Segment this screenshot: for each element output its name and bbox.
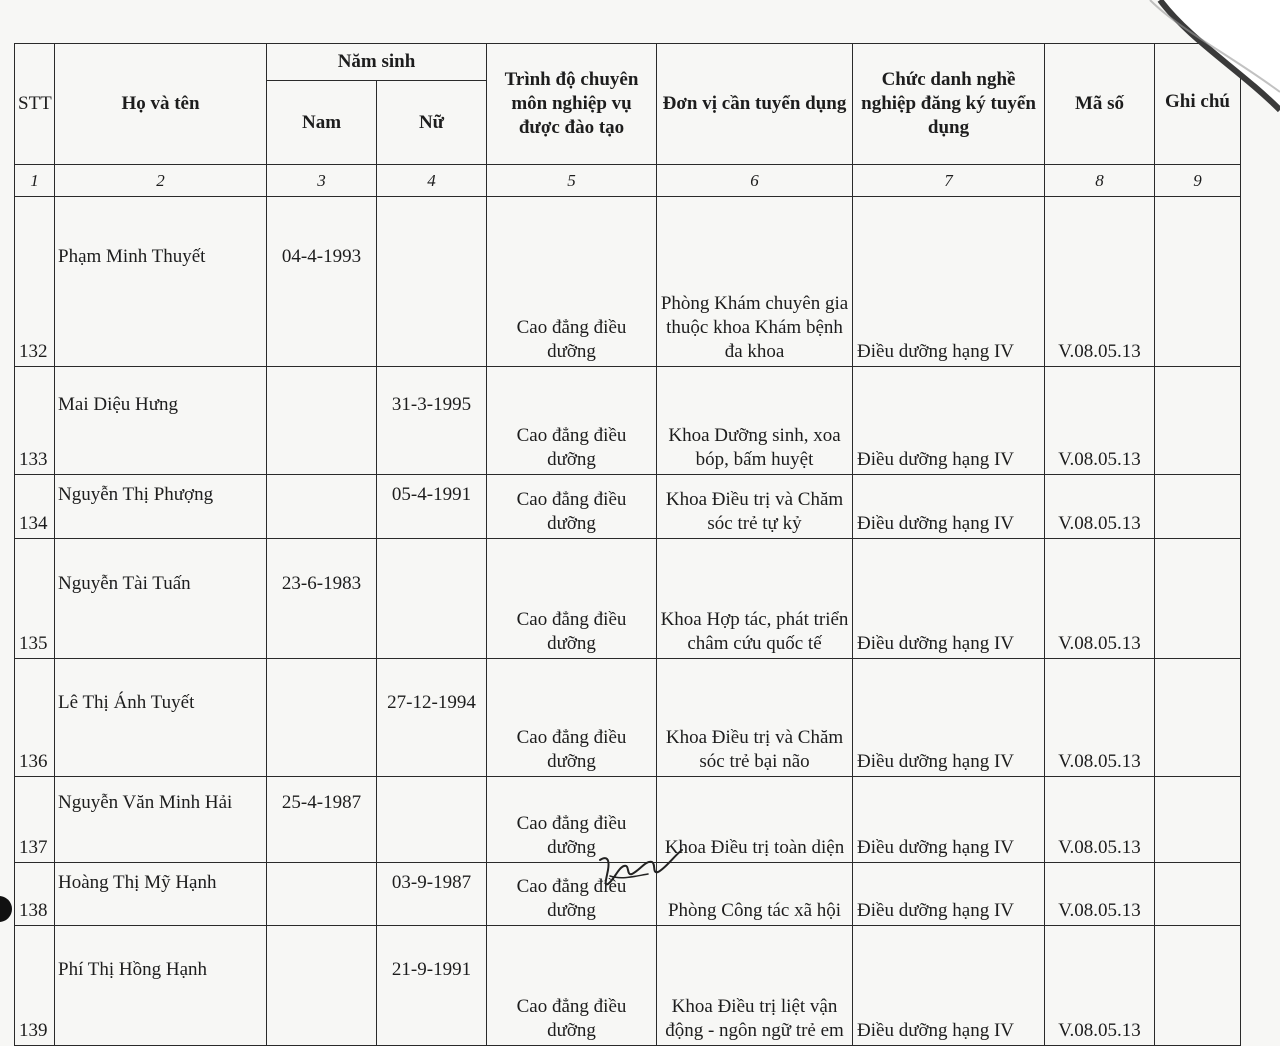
column-number: 3 <box>267 165 377 197</box>
row-education: Cao đẳng điều dưỡng <box>487 777 657 863</box>
row-birth-male <box>267 367 377 475</box>
header-stt: STT <box>15 44 55 165</box>
row-job-title: Điều dưỡng hạng IV <box>853 539 1045 659</box>
column-number: 5 <box>487 165 657 197</box>
table-row <box>15 539 1241 659</box>
row-birth-female: 31-3-1995 <box>377 367 487 475</box>
column-number: 2 <box>55 165 267 197</box>
header-birth-year: Năm sinh <box>267 44 487 81</box>
row-note <box>1155 475 1241 539</box>
table-row <box>15 197 1241 367</box>
row-stt: 137 <box>15 777 55 863</box>
row-education: Cao đẳng điều dưỡng <box>487 197 657 367</box>
row-birth-male <box>267 475 377 539</box>
header-name: Họ và tên <box>55 44 267 165</box>
row-education: Cao đẳng điều dưỡng <box>487 539 657 659</box>
row-code: V.08.05.13 <box>1045 926 1155 1046</box>
row-note <box>1155 197 1241 367</box>
row-unit: Khoa Điều trị và Chăm sóc trẻ tự kỷ <box>657 475 853 539</box>
row-name: Lê Thị Ánh Tuyết <box>55 659 267 777</box>
header-note: Ghi chú <box>1155 44 1241 165</box>
row-name: Phí Thị Hồng Hạnh <box>55 926 267 1046</box>
row-birth-male: 04-4-1993 <box>267 197 377 367</box>
header-job-title: Chức danh nghề nghiệp đăng ký tuyển dụng <box>853 44 1045 165</box>
row-birth-female: 05-4-1991 <box>377 475 487 539</box>
header-education: Trình độ chuyên môn nghiệp vụ được đào tạo <box>487 44 657 165</box>
row-stt: 133 <box>15 367 55 475</box>
row-code: V.08.05.13 <box>1045 475 1155 539</box>
scan-shadow-corner <box>0 896 12 922</box>
row-note <box>1155 863 1241 926</box>
row-unit: Phòng Khám chuyên gia thuộc khoa Khám bệnh đa khoa <box>657 197 853 367</box>
row-birth-female <box>377 777 487 863</box>
row-job-title: Điều dưỡng hạng IV <box>853 367 1045 475</box>
row-unit: Khoa Điều trị và Chăm sóc trẻ bại não <box>657 659 853 777</box>
header-female: Nữ <box>377 81 487 165</box>
column-number: 7 <box>853 165 1045 197</box>
row-birth-female <box>377 539 487 659</box>
row-note <box>1155 777 1241 863</box>
row-birth-male <box>267 926 377 1046</box>
row-birth-female: 27-12-1994 <box>377 659 487 777</box>
row-job-title: Điều dưỡng hạng IV <box>853 777 1045 863</box>
row-job-title: Điều dưỡng hạng IV <box>853 863 1045 926</box>
row-name: Nguyễn Văn Minh Hải <box>55 777 267 863</box>
row-stt: 138 <box>15 863 55 926</box>
row-birth-male: 25-4-1987 <box>267 777 377 863</box>
row-birth-female: 03-9-1987 <box>377 863 487 926</box>
row-job-title: Điều dưỡng hạng IV <box>853 659 1045 777</box>
header-code: Mã số <box>1045 44 1155 165</box>
row-unit: Khoa Hợp tác, phát triển châm cứu quốc tế <box>657 539 853 659</box>
row-name: Nguyễn Thị Phượng <box>55 475 267 539</box>
column-number-row <box>15 165 1241 197</box>
row-name: Nguyễn Tài Tuấn <box>55 539 267 659</box>
row-education: Cao đẳng điều dưỡng <box>487 475 657 539</box>
row-education: Cao đẳng điều dưỡng <box>487 659 657 777</box>
row-unit: Phòng Công tác xã hội <box>657 863 853 926</box>
row-stt: 135 <box>15 539 55 659</box>
row-note <box>1155 659 1241 777</box>
column-number: 8 <box>1045 165 1155 197</box>
row-birth-female <box>377 197 487 367</box>
initials-signature <box>596 846 686 892</box>
header-unit: Đơn vị cần tuyển dụng <box>657 44 853 165</box>
table-row <box>15 475 1241 539</box>
row-unit: Khoa Dưỡng sinh, xoa bóp, bấm huyệt <box>657 367 853 475</box>
row-stt: 132 <box>15 197 55 367</box>
row-code: V.08.05.13 <box>1045 659 1155 777</box>
row-code: V.08.05.13 <box>1045 367 1155 475</box>
row-job-title: Điều dưỡng hạng IV <box>853 926 1045 1046</box>
row-education: Cao đẳng điều dưỡng <box>487 367 657 475</box>
column-number: 1 <box>15 165 55 197</box>
recruitment-table <box>14 43 1241 1046</box>
row-note <box>1155 539 1241 659</box>
page-curl-decoration <box>1120 0 1280 120</box>
row-birth-female: 21-9-1991 <box>377 926 487 1046</box>
row-stt: 136 <box>15 659 55 777</box>
row-stt: 134 <box>15 475 55 539</box>
row-birth-male <box>267 659 377 777</box>
row-name: Mai Diệu Hưng <box>55 367 267 475</box>
row-birth-male: 23-6-1983 <box>267 539 377 659</box>
row-job-title: Điều dưỡng hạng IV <box>853 475 1045 539</box>
column-number: 6 <box>657 165 853 197</box>
row-code: V.08.05.13 <box>1045 539 1155 659</box>
row-note <box>1155 926 1241 1046</box>
column-number: 9 <box>1155 165 1241 197</box>
row-education: Cao đẳng điều dưỡng <box>487 926 657 1046</box>
row-code: V.08.05.13 <box>1045 777 1155 863</box>
row-name: Phạm Minh Thuyết <box>55 197 267 367</box>
row-unit: Khoa Điều trị toàn diện <box>657 777 853 863</box>
row-name: Hoàng Thị Mỹ Hạnh <box>55 863 267 926</box>
table-row <box>15 659 1241 777</box>
recruitment-table-container <box>14 43 1240 1046</box>
row-unit: Khoa Điều trị liệt vận động - ngôn ngữ trẻ em <box>657 926 853 1046</box>
column-number: 4 <box>377 165 487 197</box>
table-row <box>15 926 1241 1046</box>
row-birth-male <box>267 863 377 926</box>
row-job-title: Điều dưỡng hạng IV <box>853 197 1045 367</box>
table-row <box>15 367 1241 475</box>
row-code: V.08.05.13 <box>1045 863 1155 926</box>
header-male: Nam <box>267 81 377 165</box>
row-note <box>1155 367 1241 475</box>
row-code: V.08.05.13 <box>1045 197 1155 367</box>
row-education: Cao đẳng điều dưỡng <box>487 863 657 926</box>
row-stt: 139 <box>15 926 55 1046</box>
